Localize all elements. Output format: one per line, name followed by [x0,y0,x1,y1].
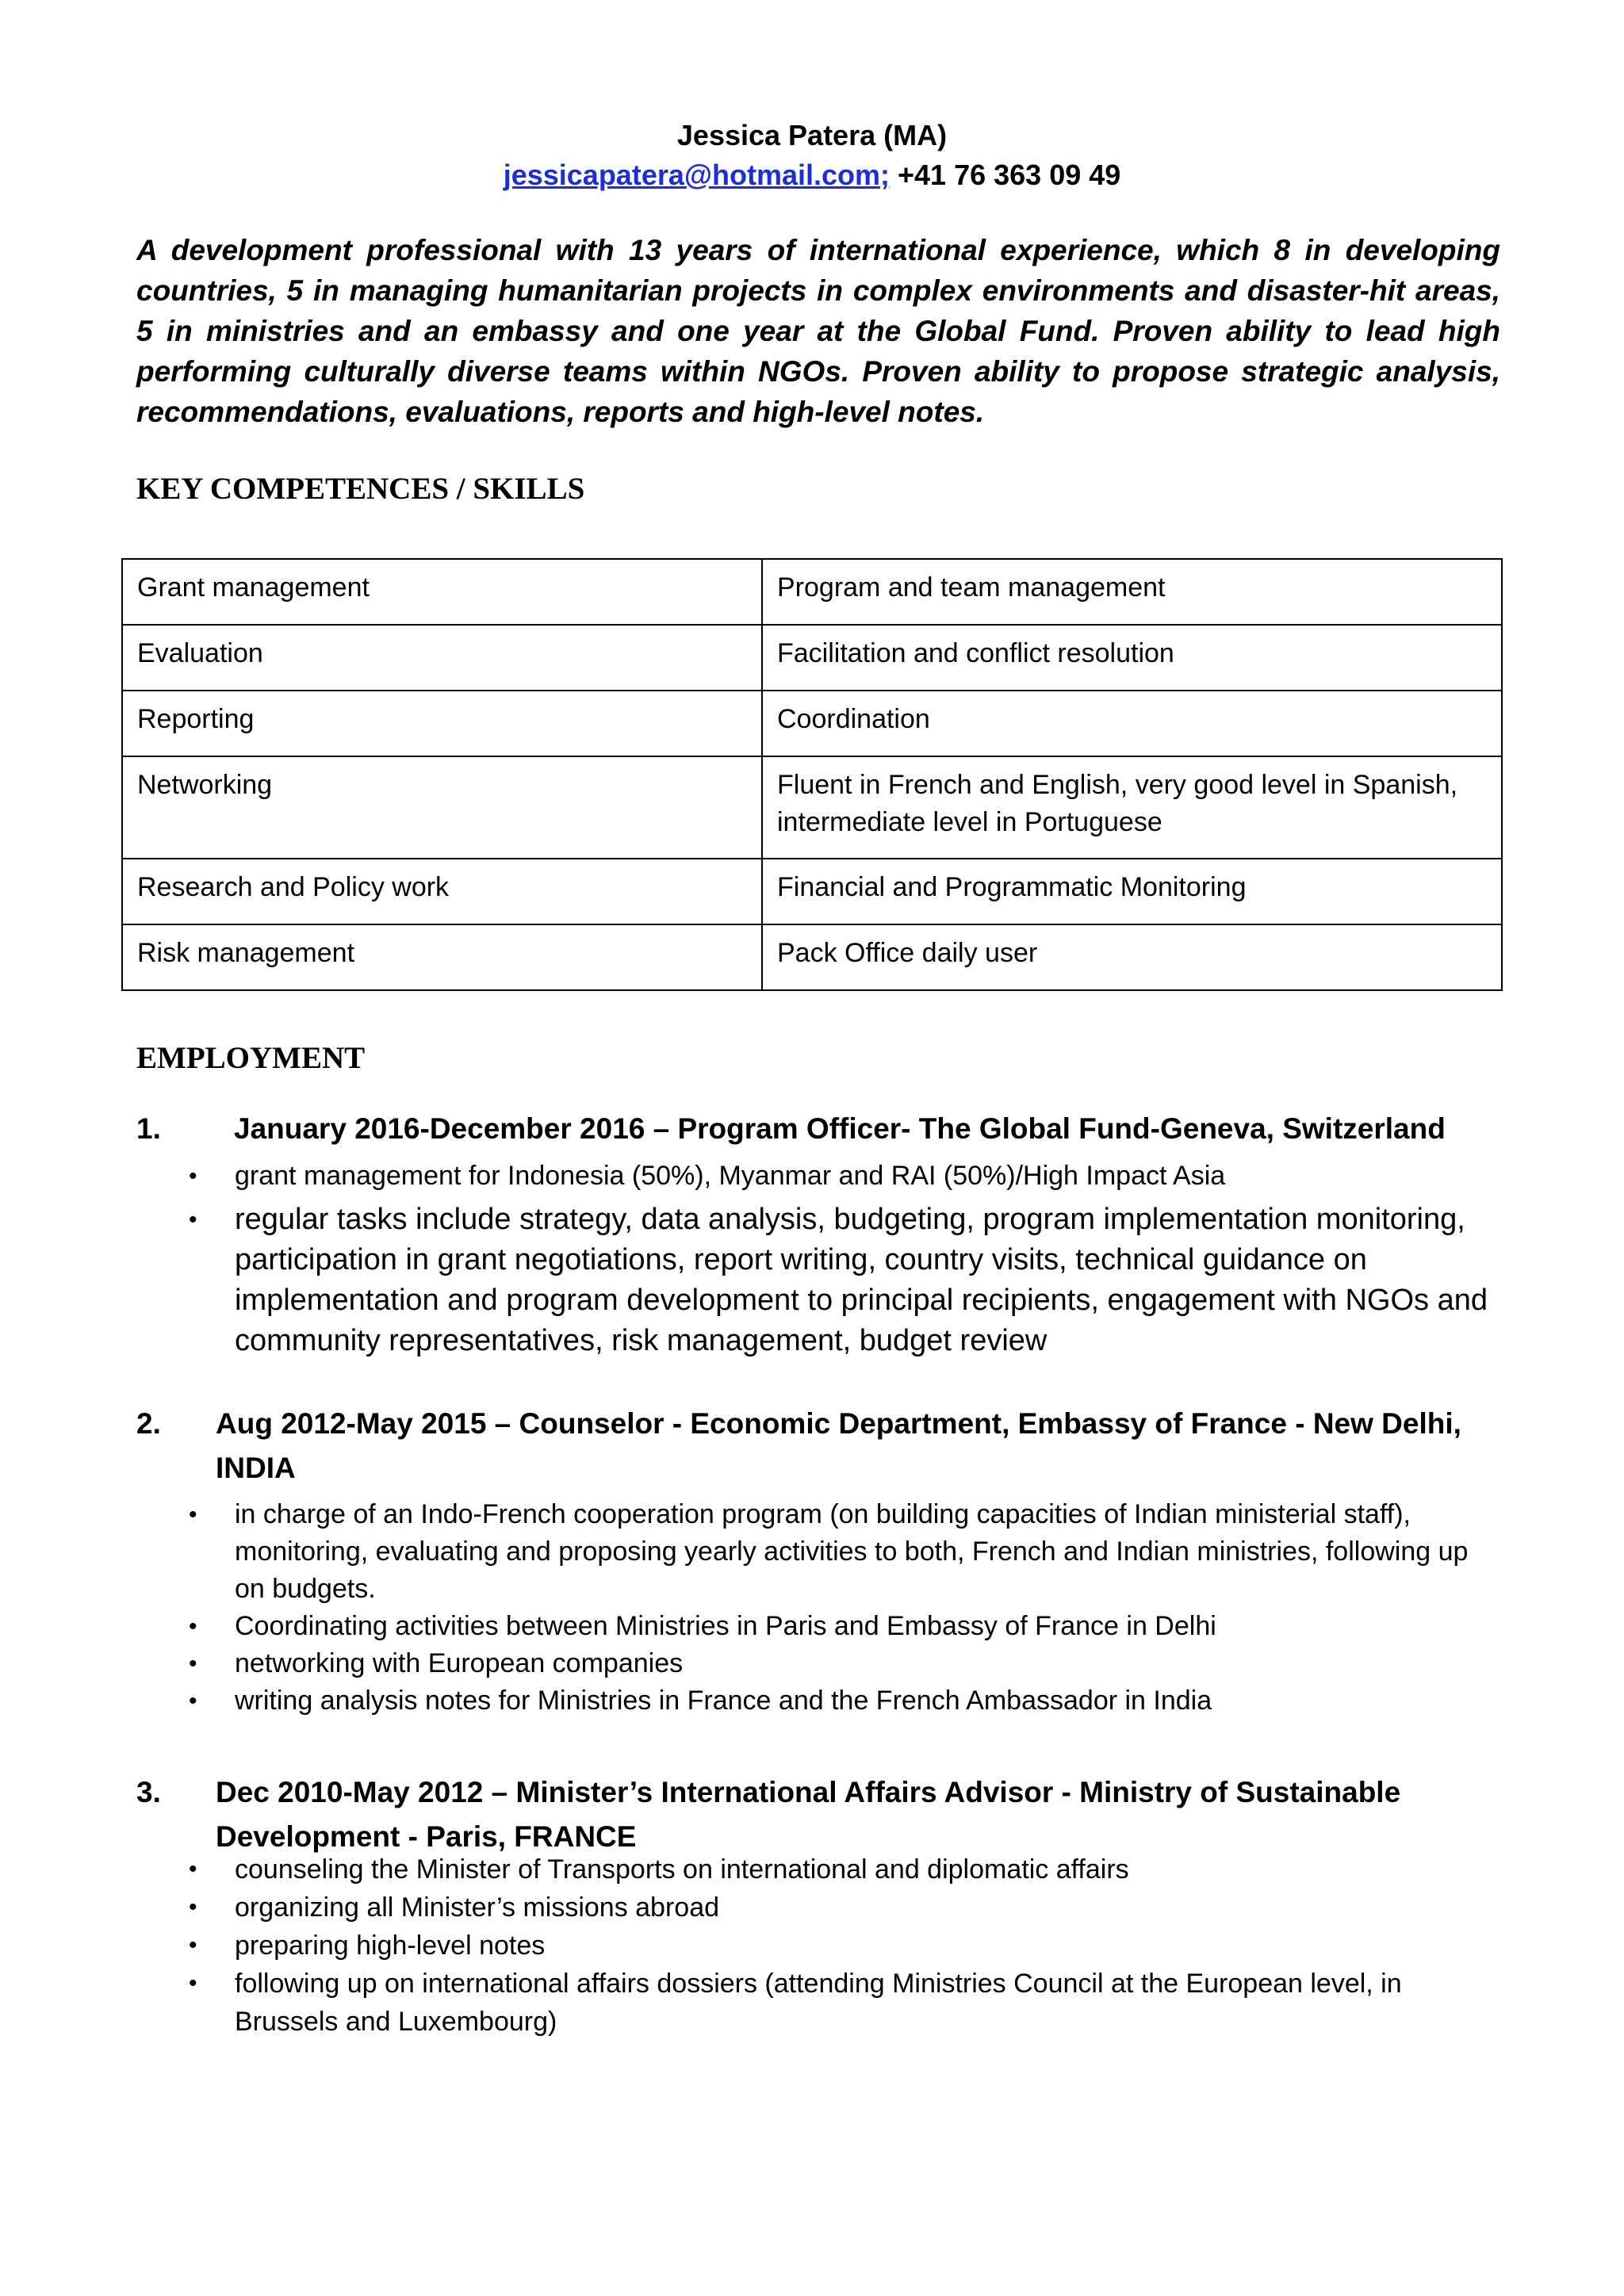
duty-text: organizing all Minister’s missions abroad [235,1892,720,1923]
job-duties-list [189,1158,1503,1361]
list-item [189,1158,1503,1195]
duty-text: regular tasks include strategy, data analysis, budgeting, program implementation monitoring, participation in grant negotiations, report writing, country visits, technical guidance on implementation and program development to principal recipients, engagement with NGOs and community representatives, risk management, budget review [235,1203,1488,1357]
list-item [189,1850,1503,1888]
job-number: 2. [136,1407,161,1440]
skill-cell: Grant management [122,559,762,625]
skills-row [122,756,1502,859]
list-item [189,1496,1503,1608]
skills-row [122,625,1502,691]
skills-table [121,558,1503,991]
email-link[interactable]: jessicapatera@hotmail.com; [503,159,890,191]
list-item [189,1608,1503,1645]
bullet-icon: • [189,1651,197,1677]
phone-number: +41 76 363 09 49 [898,159,1121,191]
skill-cell: Facilitation and conflict resolution [762,625,1502,691]
bullet-icon: • [189,1207,197,1233]
duty-text: following up on international affairs dossiers (attending Ministries Council at the European level, in Brussels and Luxembourg) [235,1969,1402,2037]
candidate-name: Jessica Patera (MA) [676,119,948,151]
profile-summary: A development professional with 13 years of international experience, which 8 in developing countries, 5 in managing humanitarian projects in complex environments and disaster-hit areas, 5 in ministries and an embassy and one year at the Global Fund. Proven ability to lead high performing culturally diverse teams within NGOs. Proven ability to propose strategic analysis, recommendations, evaluations, reports and high-level notes. [136,234,1500,428]
skill-cell: Program and team management [762,559,1502,625]
skills-section-title: KEY COMPETENCES / SKILLS [136,472,585,506]
job-duties-list [189,1850,1503,2041]
duty-text: writing analysis notes for Ministries in France and the French Ambassador in India [235,1686,1212,1716]
skill-cell: Coordination [762,691,1502,756]
list-item [189,1927,1503,1965]
list-item [189,1888,1503,1927]
job-duties-list [189,1496,1503,1720]
job-heading [136,1402,1500,1490]
duty-text: counseling the Minister of Transports on international and diplomatic affairs [235,1854,1129,1885]
bullet-icon: • [189,1163,197,1189]
skills-row [122,691,1502,756]
bullet-icon: • [189,1502,197,1528]
skill-cell: Evaluation [122,625,762,691]
list-item [189,1645,1503,1682]
duty-text: Coordinating activities between Ministries in Paris and Embassy of France in Delhi [235,1611,1216,1641]
list-item [189,1682,1503,1720]
job-number: 3. [136,1776,161,1808]
job-heading [136,1770,1500,1859]
skill-cell: Research and Policy work [122,859,762,924]
skills-row [122,859,1502,924]
employment-section-title: EMPLOYMENT [136,1041,366,1075]
bullet-icon: • [189,1894,197,1920]
skill-cell: Fluent in French and English, very good level in Spanish, intermediate level in Portuguese [762,756,1502,859]
contact-line [0,159,1624,192]
duty-text: in charge of an Indo-French cooperation program (on building capacities of Indian ministerial staff), monitoring, evaluating and proposing yearly activities to both, French and Indian ministries, following up on budgets. [235,1499,1469,1604]
list-item [189,1200,1503,1361]
skill-cell: Pack Office daily user [762,924,1502,990]
job-title: January 2016-December 2016 – Program Officer- The Global Fund-Geneva, Switzerland [234,1112,1446,1145]
skill-cell: Reporting [122,691,762,756]
duty-text: preparing high-level notes [235,1931,546,1961]
duty-text: grant management for Indonesia (50%), Myanmar and RAI (50%)/High Impact Asia [235,1161,1226,1191]
skill-cell: Risk management [122,924,762,990]
skills-row [122,559,1502,625]
skills-row [122,924,1502,990]
bullet-icon: • [189,1932,197,1958]
list-item [189,1965,1503,2041]
job-title: Dec 2010-May 2012 – Minister’s International Affairs Advisor - Ministry of Sustainable Development - Paris, FRANCE [216,1776,1401,1853]
job-heading [136,1107,1500,1151]
duty-text: networking with European companies [235,1648,684,1678]
bullet-icon: • [189,1970,197,1996]
bullet-icon: • [189,1856,197,1882]
bullet-icon: • [189,1688,197,1714]
skill-cell: Financial and Programmatic Monitoring [762,859,1502,924]
job-number: 1. [136,1112,161,1145]
skill-cell: Networking [122,756,762,859]
job-title: Aug 2012-May 2015 – Counselor - Economic Department, Embassy of France - New Delhi, INDIA [216,1407,1461,1484]
bullet-icon: • [189,1613,197,1640]
